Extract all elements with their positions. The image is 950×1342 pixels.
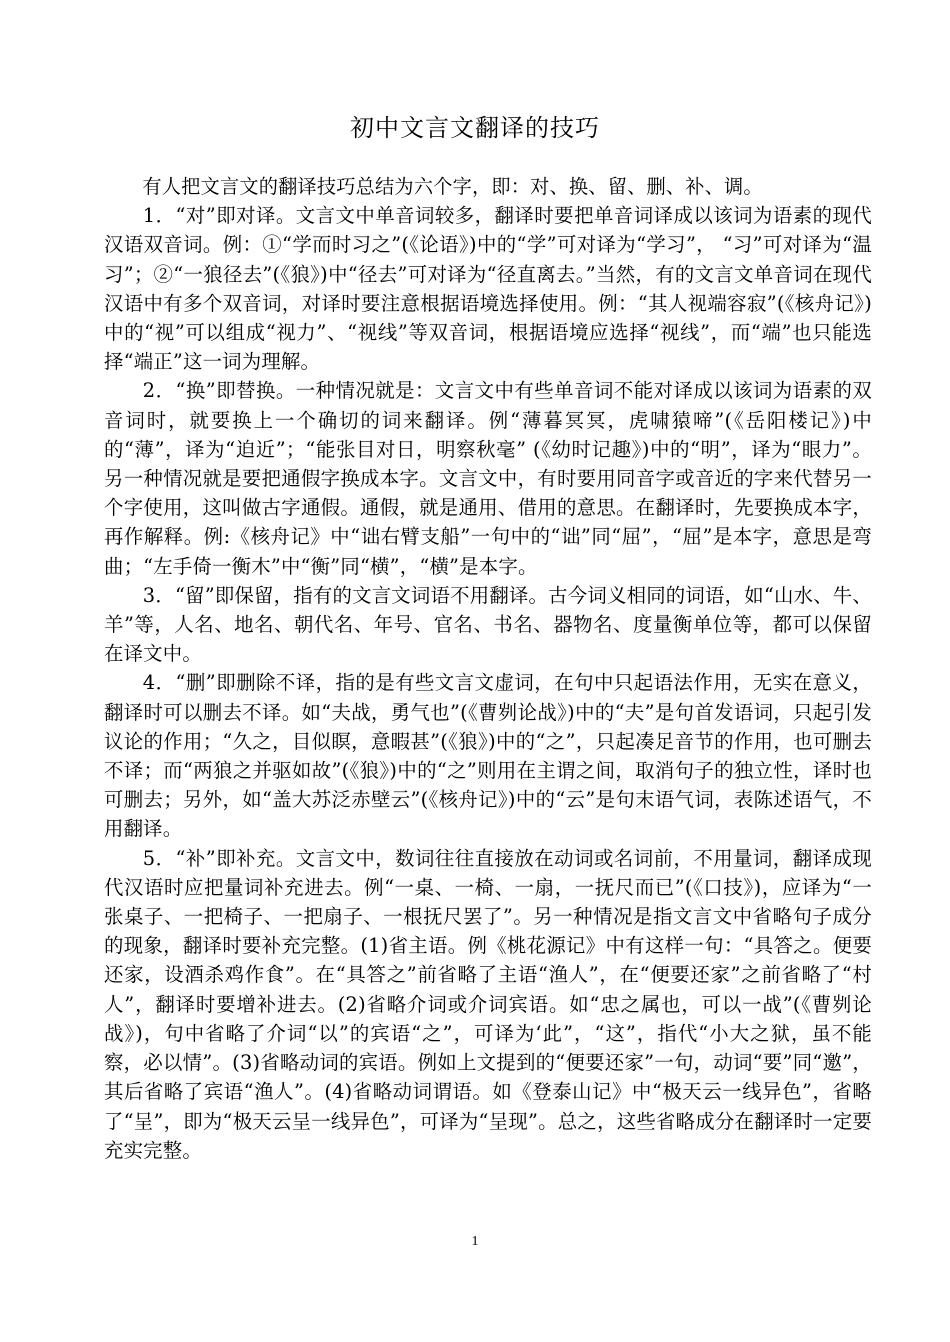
paragraph-shan: 4．“删”即删除不译，指的是有些文言文虚词，在句中只起语法作用，无实在意义，翻译时可以删去不译。如“夫战，勇气也”(《曹刿论战》)中的“夫”是句首发语词，只起引发议论的作用；“久之，目似瞑，意暇甚”(《狼》)中的“之”，只起凑足音节的作用，也可删去不译；而“两狼之并驱如故”(《狼》)中的“之”则用在主谓之间，取消句子的独立性，译时也可删去；另外，如“盖大苏泛赤壁云”(《核舟记》)中的“云”是句末语气词，表陈述语气，不用翻译。: [104, 671, 872, 841]
paragraph-liu: 3．“留”即保留，指有的文言文词语不用翻译。古今词义相同的词语，如“山水、牛、羊”等，人名、地名、朝代名、年号、官名、书名、器物名、度量衡单位等，都可以保留在译文中。: [104, 583, 872, 666]
page-number: 1: [471, 1234, 479, 1249]
paragraph-bu: 5．“补”即补充。文言文中，数词往往直接放在动词或名词前，不用量词，翻译成现代汉语时应把量词补充进去。例“一桌、一椅、一扇，一抚尺而已”(《口技》)，应译为“一张桌子、一把椅子、一把扇子、一根抚尺罢了”。另一种情况是指文言文中省略句子成分的现象，翻译时要补充完整。(1)省主语。例《桃花源记》中有这样一句：“具答之。便要还家，设酒杀鸡作食”。在“具答之”前省略了主语“渔人”，在“便要还家”之前省略了“村人”，翻译时要增补进去。(2)省略介词或介词宾语。如“忠之属也，可以一战”(《曹刿论战》)，句中省略了介词“以”的宾语“之”，可译为‘此”，“这”，指代“小大之狱，虽不能察，必以情”。(3)省略动词的宾语。例如上文提到的“便要还家”一句，动词“要”同“邀”，其后省略了宾语“渔人”。(4)省略动词谓语。如《登泰山记》中“极天云一线异色”，省略了“呈”，即为“极天云呈一线异色”，可译为“呈现”。总之，这些省略成分在翻译时一定要充实完整。: [104, 846, 872, 1162]
document-title: 初中文言文翻译的技巧: [350, 114, 600, 142]
paragraph-intro: 有人把文言文的翻译技巧总结为六个字，即：对、换、留、删、补、调。: [142, 175, 763, 198]
paragraph-dui: 1．“对”即对译。文言文中单音词较多，翻译时要把单音词译成以该词为语素的现代汉语双音词。例：①“学而时习之”(《论语》)中的“学”可对译为“学习”， “习”可对译为“温习”；②“一狼径去”(《狼》)中“径去”可对译为“径直离去。”当然，有的文言文单音词在现代汉语中有多个双音词，对译时要注意根据语境选择使用。例：“其人视端容寂”(《核舟记》)中的“视”可以组成“视力”、“视线”等双音词，根据语境应选择“视线”，而“端”也只能选择“端正”这一词为理解。: [104, 204, 872, 374]
paragraph-huan: 2．“换”即替换。一种情况就是：文言文中有些单音词不能对译成以该词为语素的双音词时，就要换上一个确切的词来翻译。例“薄暮冥冥，虎啸猿啼”(《岳阳楼记》)中的“薄”，译为“迫近”；“能张目对日，明察秋毫” (《幼时记趣》)中的“明”，译为“眼力”。另一种情况就是要把通假字换成本字。文言文中，有时要用同音字或音近的字来代替另一个字使用，这叫做古字通假。通假，就是通用、借用的意思。在翻译时，先要换成本字，再作解释。例:《核舟记》中“诎右臂支船”一句中的“诎”同“屈”，“屈”是本字，意思是弯曲；“左手倚一衡木”中“衡”同“横”，“横”是本字。: [104, 379, 872, 578]
document-body: [104, 172, 872, 1165]
